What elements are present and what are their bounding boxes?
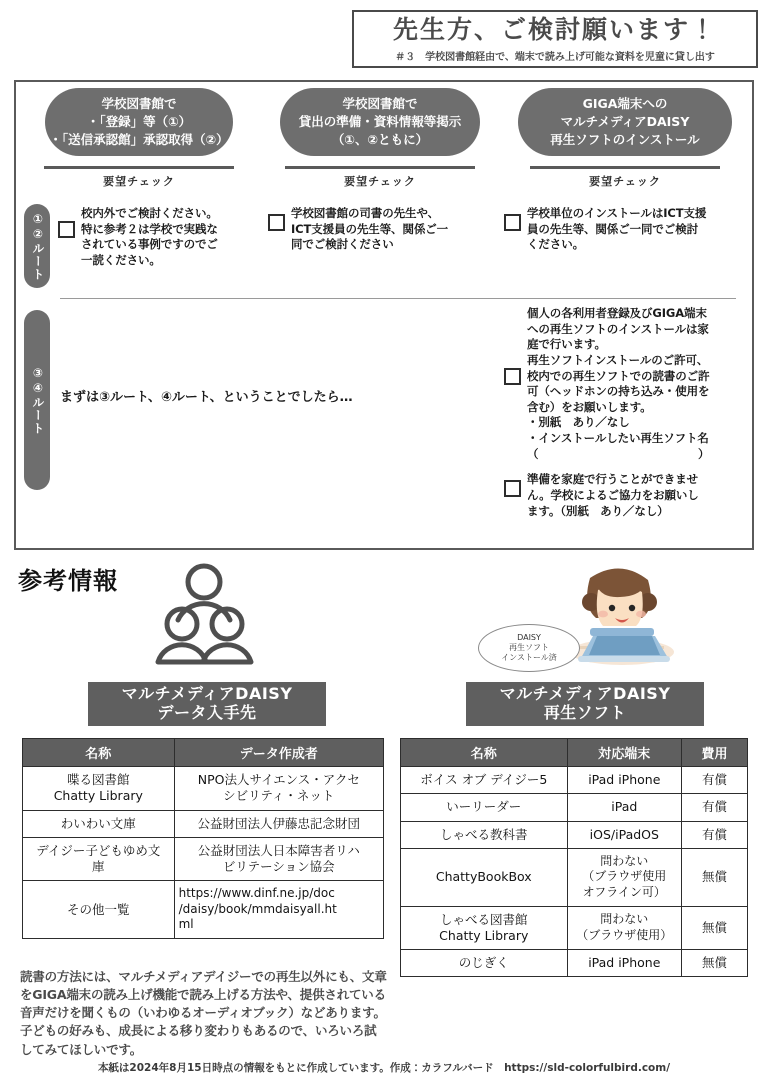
line: 含む）をお願いします。	[527, 399, 652, 414]
line: デイジー子どもゆめ文	[36, 842, 161, 858]
checklist-cell-1-2	[262, 206, 498, 269]
line: iPad iPhone	[588, 772, 661, 787]
line: Chatty Library	[439, 927, 529, 943]
section-divider	[60, 298, 736, 299]
check-label-group-1	[16, 166, 262, 189]
col-header-name: 名称	[401, 739, 568, 767]
cell-cost: 無償	[682, 848, 748, 906]
line: iOS/iPadOS	[589, 826, 659, 842]
line: のじぎく	[458, 955, 509, 971]
table-row	[401, 767, 748, 794]
line: 公益財団法人日本障害者リハ	[197, 842, 360, 858]
flow-pill-row	[16, 88, 752, 160]
cell-creator-url	[174, 881, 383, 939]
line: ICT支援員の先生等、関係ご一	[291, 221, 449, 236]
reading-methods-note: 読書の方法には、マルチメディアデイジーでの再生以外にも、文章をGIGA端末の読み上げ機能で読み上げる方法や、提供されている音声だけを聞くもの（いわゆるオーディオブック）などあります。子どもの好みも、成長による移り変わりもあるので、いろいろ試してみてほしいです。	[20, 969, 387, 1057]
cell-name	[23, 837, 175, 881]
divider-rule-2	[285, 166, 475, 169]
cell-cost: 有償	[682, 794, 748, 821]
table-row	[401, 794, 748, 821]
table-row	[401, 906, 748, 950]
checklist-text-1-3	[527, 206, 706, 253]
cell-device	[567, 821, 682, 848]
line: 学校図書館の司書の先生や、	[291, 206, 439, 220]
line: 可（ヘッドホンの持ち込み・使用を	[527, 384, 710, 399]
checklist-text-2-1	[527, 306, 709, 462]
line: されている事例ですのでご	[81, 237, 218, 252]
cell-cost: 有償	[682, 767, 748, 794]
line: しゃべる教科書	[440, 826, 528, 842]
table-row	[23, 767, 384, 811]
cell-name	[401, 950, 568, 977]
section-title-line-1: マルチメディアDAISY	[121, 684, 293, 703]
checklist-cell-2-right	[498, 306, 752, 519]
line: （ブラウザ使用）	[576, 927, 673, 942]
check-label-row	[16, 166, 752, 189]
cell-creator	[174, 767, 383, 811]
daisy-installed-bubble	[478, 624, 580, 672]
line: 問わない	[600, 853, 649, 868]
line: iPad iPhone	[588, 955, 661, 971]
line: 員の先生等、関係ご一同でご検討	[527, 221, 698, 236]
line: ビリテーション協会	[222, 859, 335, 874]
checklist-cell-2-left	[16, 306, 498, 405]
divider-rule-3	[530, 166, 720, 169]
line: ください。	[527, 237, 584, 252]
cell-name	[401, 848, 568, 906]
cell-cost: 有償	[682, 821, 748, 848]
checklist-row-1	[16, 206, 752, 269]
line: 準備を家庭で行うことができませ	[527, 472, 698, 487]
flow-pill-2-line-2: 貸出の準備・資料情報等掲示	[298, 113, 462, 129]
checklist-text-1-2	[291, 206, 448, 253]
checklist-row-2	[16, 306, 752, 519]
col-header-creator: データ作成者	[174, 739, 383, 767]
page-title: 先生方、ご検討願います！	[392, 15, 717, 44]
cell-name	[401, 821, 568, 848]
table-row	[401, 821, 748, 848]
section-title-line-2: データ入手先	[157, 703, 257, 723]
flow-panel	[14, 80, 754, 550]
checklist-text-2-2	[527, 472, 699, 519]
line: （ ）	[527, 446, 710, 461]
section-title-line-2: 再生ソフト	[543, 703, 627, 723]
table-row	[23, 881, 384, 939]
cell-name	[401, 794, 568, 821]
line: ・別紙 あり／なし	[527, 415, 630, 430]
cell-cost: 無償	[682, 950, 748, 977]
check-label-1: 要望チェック	[103, 175, 175, 188]
table-row	[401, 848, 748, 906]
checkbox-1-3[interactable]	[504, 214, 521, 231]
table-header-row	[23, 739, 384, 767]
line: Chatty Library	[53, 788, 143, 804]
line: ・インストールしたい再生ソフト名	[527, 431, 709, 445]
flow-pill-3-line-2: マルチメディアDAISY	[560, 113, 690, 129]
line: 公益財団法人伊藤忠記念財団	[197, 815, 361, 831]
reference-heading: 参考情報	[18, 567, 118, 595]
check-label-group-2	[262, 166, 498, 189]
line: 同でご検討ください	[291, 237, 394, 252]
flow-pill-1-line-3: ・「送信承認館」承認取得（②）	[49, 132, 229, 148]
line: 問わない	[600, 912, 649, 927]
line: 再生ソフトインストールのご許可、	[527, 352, 709, 367]
line: NPO法人サイエンス・アクセ	[197, 772, 360, 787]
line: ボイス オブ デイジー5	[420, 772, 548, 787]
flow-pill-2-line-1: 学校図書館で	[342, 95, 418, 111]
cell-device	[567, 794, 682, 821]
checkbox-1-1[interactable]	[58, 221, 75, 238]
check-label-group-3	[498, 166, 752, 189]
cell-name	[23, 881, 175, 939]
cell-device	[567, 848, 682, 906]
cell-name	[401, 767, 568, 794]
bubble-line-3: インストール済	[501, 653, 557, 662]
checklist-cell-1-3	[498, 206, 752, 269]
table-row	[23, 810, 384, 837]
checklist-item-2-1	[504, 306, 752, 462]
page-subtitle: ＃３ 学校図書館経由で、端末で読み上げ可能な資料を児童に貸し出す	[395, 51, 715, 63]
line: への再生ソフトのインストールは家	[527, 321, 709, 336]
checklist-item-2-2	[504, 472, 752, 519]
line: 校内外でご検討ください。	[81, 206, 218, 220]
route-tab-34: ③④ルート	[24, 310, 50, 490]
col-header-name: 名称	[23, 739, 175, 767]
flow-pill-2	[280, 88, 480, 156]
section-title-players	[466, 682, 704, 726]
table-row	[401, 950, 748, 977]
cell-device	[567, 950, 682, 977]
checklist-text-1-1	[81, 206, 218, 269]
section-title-data-sources	[88, 682, 326, 726]
col-header-cost: 費用	[682, 739, 748, 767]
flow-pill-3-line-3: 再生ソフトのインストール	[550, 132, 700, 148]
route-tab-12: ①②ルート	[24, 204, 50, 288]
line: 庫	[92, 859, 105, 874]
line: ml	[178, 917, 194, 932]
check-label-3: 要望チェック	[589, 175, 661, 188]
table-row	[23, 837, 384, 881]
table-data-sources	[22, 738, 384, 939]
line: 喋る図書館	[67, 772, 130, 787]
section-title-line-1: マルチメディアDAISY	[499, 684, 671, 703]
cell-name	[401, 906, 568, 950]
divider-rule-1	[44, 166, 234, 169]
line: いーリーダー	[446, 799, 522, 815]
cell-name	[23, 810, 175, 837]
flow-pill-2-line-3: （①、②ともに）	[331, 132, 429, 148]
col-header-device: 対応端末	[567, 739, 682, 767]
flow-pill-1-line-2: ・「登録」等（①）	[86, 113, 192, 129]
route-intro-text: まずは③ルート、④ルート、ということでしたら…	[60, 390, 353, 405]
flow-column-3	[498, 88, 752, 160]
cell-name	[23, 767, 175, 811]
line: 庭で行います。	[527, 337, 606, 352]
title-banner	[352, 10, 758, 68]
cell-creator	[174, 837, 383, 881]
flow-pill-1-line-1: 学校図書館で	[101, 95, 177, 111]
line: 校内での再生ソフトでの読書のご許	[527, 368, 710, 383]
line: （ブラウザ使用	[582, 869, 667, 884]
cell-cost: 無償	[682, 906, 748, 950]
table-header-row	[401, 739, 748, 767]
bubble-line-1: DAISY	[517, 633, 541, 642]
flow-column-2	[262, 88, 498, 160]
flow-pill-3	[518, 88, 732, 156]
flow-pill-3-line-1: GIGA端末への	[582, 95, 668, 111]
footer-credit: 本紙は2024年8月15日時点の情報をもとに作成しています。作成：カラフルバード https://sld-colorfulbird.com/	[97, 1062, 671, 1074]
line: ます。（別紙 あり／なし）	[527, 503, 669, 518]
table-player-software	[400, 738, 748, 977]
line: /daisy/book/mmdaisyall.ht	[178, 901, 337, 916]
line: シビリティ・ネット	[223, 788, 335, 804]
line: わいわい文庫	[60, 815, 136, 831]
people-group-icon	[148, 562, 260, 672]
line: 学校単位のインストールはICT支援	[527, 206, 707, 220]
checkbox-1-2[interactable]	[268, 214, 285, 231]
check-label-2: 要望チェック	[344, 175, 416, 188]
flow-pill-1	[45, 88, 233, 156]
bubble-line-2: 再生ソフト	[509, 643, 549, 652]
cell-creator	[174, 810, 383, 837]
student-with-laptop-icon	[560, 560, 680, 672]
cell-device	[567, 767, 682, 794]
checklist-cell-1-1	[16, 206, 262, 269]
cell-device	[567, 906, 682, 950]
line: iPad	[611, 799, 638, 815]
flow-column-1	[16, 88, 262, 160]
line: 個人の各利用者登録及びGIGA端末	[527, 306, 707, 320]
line: ChattyBookBox	[435, 869, 532, 885]
checkbox-2-2[interactable]	[504, 480, 521, 497]
checkbox-2-1[interactable]	[504, 368, 521, 385]
line: しゃべる図書館	[440, 911, 528, 927]
line: 一読ください。	[81, 252, 161, 267]
line: 特に参考２は学校で実践な	[81, 221, 218, 236]
line: オフライン可）	[582, 884, 666, 899]
line: ん。学校によるご協力をお願いし	[527, 487, 699, 502]
line: https://www.dinf.ne.jp/doc	[178, 886, 335, 901]
line: その他一覧	[67, 901, 130, 917]
